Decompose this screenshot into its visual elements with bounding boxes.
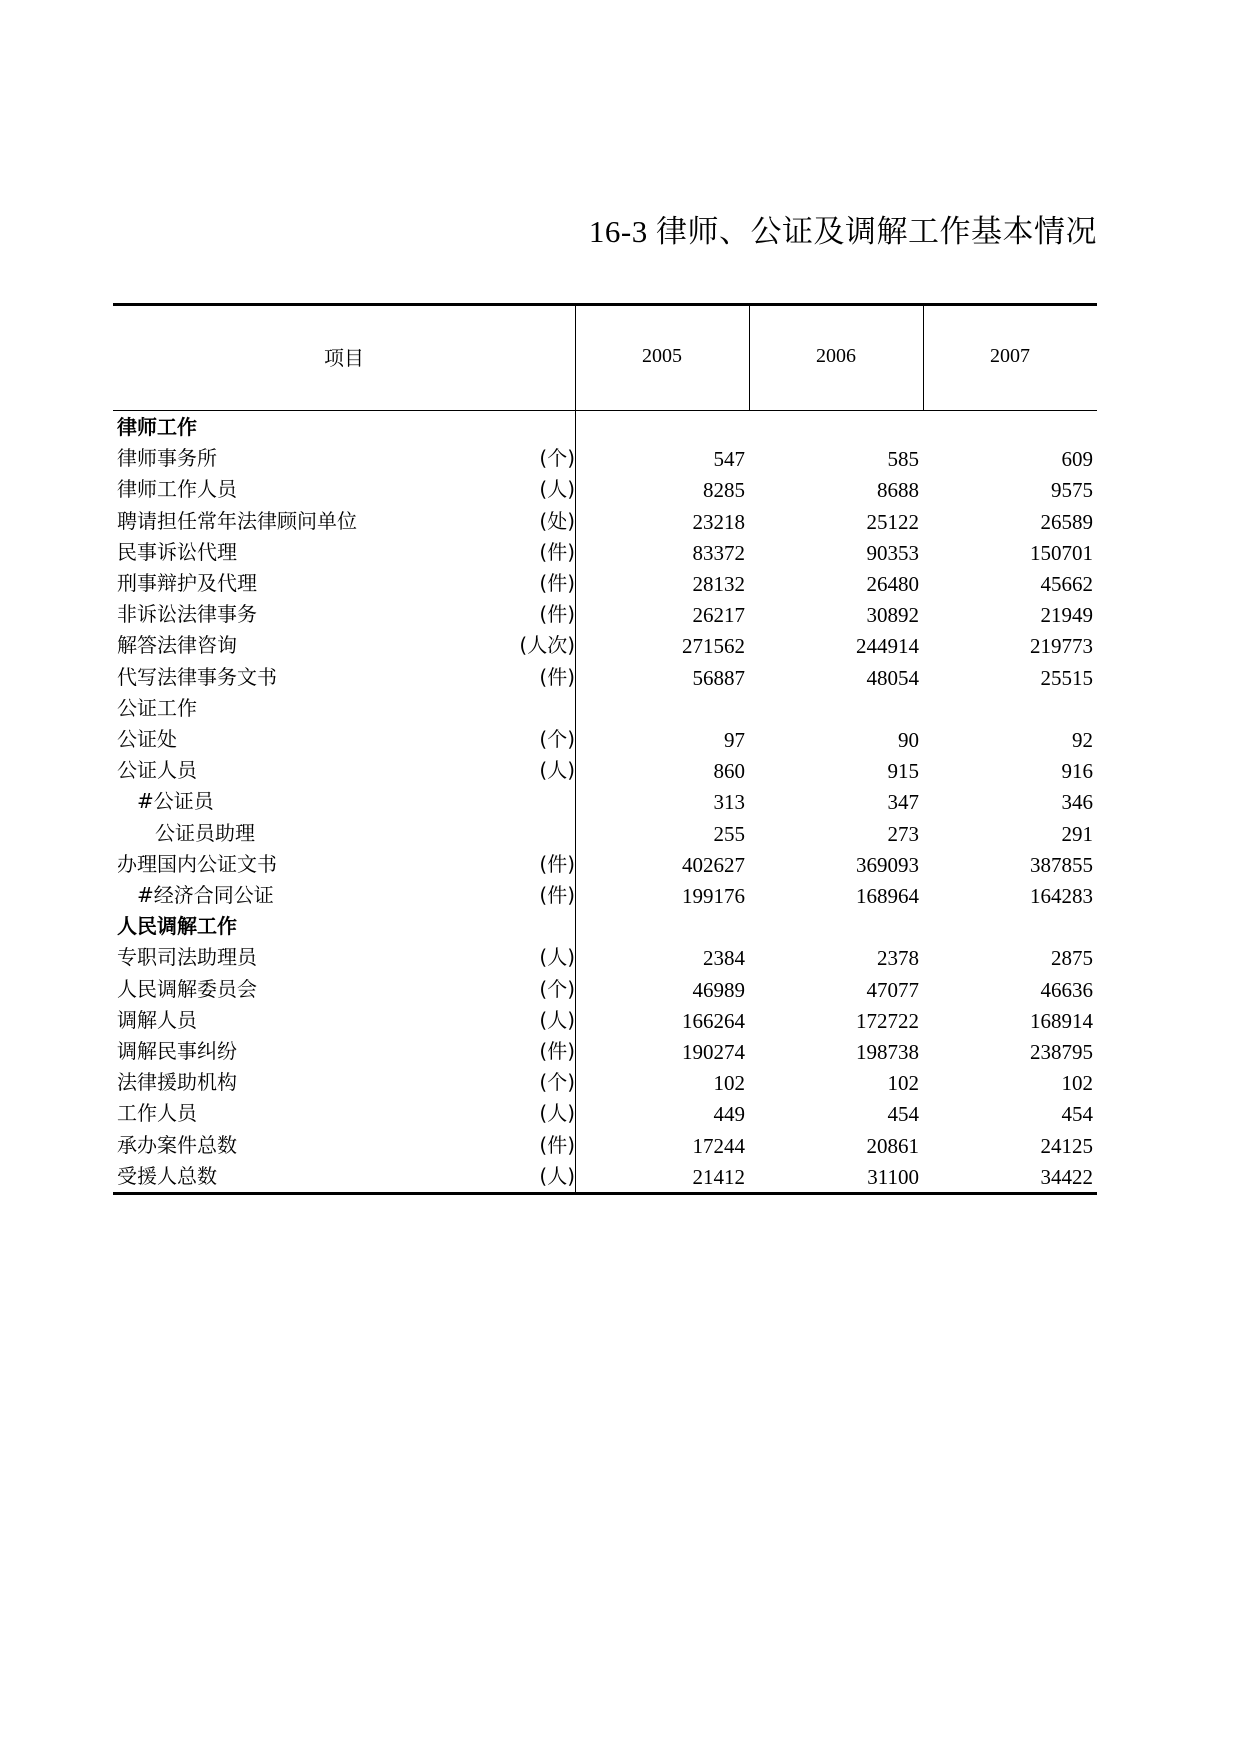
header-item: 项目	[324, 346, 364, 370]
row-value-2006: 198738	[856, 1040, 919, 1064]
row-value-2007: 92	[1072, 728, 1093, 752]
row-value-2005: 26217	[692, 603, 745, 628]
table-row	[113, 1005, 1097, 1036]
table-row	[113, 693, 1097, 724]
row-value-2005: 313	[713, 790, 745, 815]
table-row	[113, 506, 1097, 537]
row-value-2005: 8285	[703, 478, 745, 503]
table-row	[113, 412, 1097, 443]
row-unit	[495, 412, 575, 443]
row-value-2007: 454	[1061, 1102, 1093, 1127]
header-bottom-rule	[113, 410, 1097, 411]
row-unit: (个)	[539, 446, 575, 471]
row-value-2006: 369093	[856, 852, 919, 877]
row-label: 民事诉讼代理	[117, 539, 237, 564]
table-row	[113, 630, 1097, 661]
table-row	[113, 537, 1097, 568]
row-value-2007: 168914	[1030, 1008, 1093, 1033]
row-value-2005: 56887	[692, 665, 745, 690]
row-value-2006: 20861	[866, 1133, 919, 1158]
row-value-2005: 255	[713, 821, 745, 846]
row-label: 刑事辩护及代理	[117, 571, 257, 595]
table-row	[113, 818, 1097, 849]
table-row	[113, 1130, 1097, 1161]
row-label: 律师工作人员	[117, 477, 237, 502]
row-value-2007: 164283	[1030, 884, 1093, 908]
row-unit: (人)	[539, 1163, 575, 1188]
row-label: 聘请担任常年法律顾问单位	[117, 508, 357, 533]
header-year-2007: 2007	[990, 345, 1030, 367]
row-label: 办理国内公证文书	[117, 851, 277, 876]
column-divider-2005	[749, 306, 750, 410]
row-value-2005: 17244	[692, 1133, 745, 1158]
row-value-2006: 244914	[856, 634, 919, 659]
row-value-2005: 21412	[692, 1164, 745, 1189]
table-row	[113, 974, 1097, 1005]
row-value-2006: 90353	[866, 540, 919, 565]
row-value-2005: 190274	[682, 1040, 745, 1064]
row-value-2007: 21949	[1040, 603, 1093, 628]
row-unit	[495, 786, 575, 817]
row-unit: (件)	[539, 539, 575, 564]
row-value-2006	[749, 412, 919, 443]
row-unit: (人)	[539, 1101, 575, 1126]
table-row	[113, 942, 1097, 973]
row-label: 代写法律事务文书	[117, 664, 277, 689]
row-label: 公证处	[117, 727, 177, 751]
table-row	[113, 662, 1097, 693]
row-value-2006	[749, 911, 919, 942]
row-value-2006: 168964	[856, 884, 919, 908]
row-value-2007	[923, 693, 1093, 724]
table-row	[113, 1161, 1097, 1192]
table-header	[113, 306, 1097, 410]
row-unit	[495, 693, 575, 724]
row-unit: (人)	[539, 1007, 575, 1032]
row-value-2006: 347	[887, 790, 919, 815]
row-unit: (件)	[539, 1132, 575, 1157]
row-value-2007: 346	[1061, 790, 1093, 815]
row-value-2007: 150701	[1030, 540, 1093, 565]
row-unit: (个)	[539, 976, 575, 1001]
row-value-2005	[575, 412, 745, 443]
row-unit: (个)	[539, 727, 575, 751]
row-unit: (处)	[539, 508, 575, 533]
row-value-2005: 97	[724, 728, 745, 752]
row-label: 律师工作	[117, 415, 197, 439]
row-value-2007: 9575	[1051, 478, 1093, 503]
row-value-2005: 83372	[692, 540, 745, 565]
page-title: 16-3 律师、公证及调解工作基本情况	[588, 214, 1097, 249]
row-value-2006: 585	[887, 447, 919, 472]
row-value-2005: 46989	[692, 977, 745, 1002]
row-value-2006: 172722	[856, 1008, 919, 1033]
row-value-2006: 2378	[877, 946, 919, 971]
row-value-2007: 45662	[1040, 572, 1093, 596]
row-value-2005: 23218	[692, 509, 745, 534]
row-unit: (人)	[539, 477, 575, 502]
row-label: 法律援助机构	[117, 1070, 237, 1095]
row-value-2007: 102	[1061, 1071, 1093, 1096]
row-value-2006: 102	[887, 1071, 919, 1096]
table-row	[113, 849, 1097, 880]
row-label: 工作人员	[117, 1101, 197, 1126]
table-row	[113, 911, 1097, 942]
table-row	[113, 755, 1097, 786]
row-value-2006: 273	[887, 821, 919, 846]
header-year-2006: 2006	[816, 345, 856, 367]
header-year-2005: 2005	[642, 345, 682, 367]
row-label: 受援人总数	[117, 1163, 217, 1188]
row-unit: (件)	[539, 571, 575, 595]
table-row	[113, 474, 1097, 505]
row-value-2005: 449	[713, 1102, 745, 1127]
row-label: 公证员助理	[155, 820, 255, 845]
row-label: 解答法律咨询	[117, 633, 237, 658]
row-unit: (件)	[539, 602, 575, 627]
row-value-2007: 291	[1061, 821, 1093, 846]
table-bottom-rule	[113, 1192, 1097, 1195]
row-value-2007	[923, 911, 1093, 942]
row-value-2005: 2384	[703, 946, 745, 971]
row-value-2006: 25122	[866, 509, 919, 534]
row-unit: (件)	[539, 1039, 575, 1063]
row-unit: (件)	[539, 851, 575, 876]
row-value-2005: 28132	[692, 572, 745, 596]
row-label: 公证工作	[117, 695, 197, 720]
row-label: 人民调解委员会	[117, 976, 257, 1001]
row-value-2006: 30892	[866, 603, 919, 628]
row-value-2006: 48054	[866, 665, 919, 690]
row-unit: (件)	[539, 883, 575, 907]
table-row	[113, 1036, 1097, 1067]
row-value-2005: 402627	[682, 852, 745, 877]
row-value-2006: 31100	[867, 1164, 919, 1189]
row-unit: (人)	[539, 758, 575, 783]
row-value-2007: 2875	[1051, 946, 1093, 971]
row-value-2005	[575, 693, 745, 724]
row-unit: (个)	[539, 1070, 575, 1095]
row-label: 人民调解工作	[117, 914, 237, 939]
row-value-2005	[575, 911, 745, 942]
row-value-2007: 238795	[1030, 1040, 1093, 1064]
table-row	[113, 599, 1097, 630]
row-value-2007: 25515	[1040, 665, 1093, 690]
row-value-2007: 916	[1061, 759, 1093, 784]
row-value-2006	[749, 693, 919, 724]
row-label: 非诉讼法律事务	[117, 602, 257, 627]
table-row	[113, 724, 1097, 755]
row-value-2007: 219773	[1030, 634, 1093, 659]
row-unit: (人次)	[519, 633, 575, 658]
row-value-2005: 547	[713, 447, 745, 472]
row-value-2006: 915	[887, 759, 919, 784]
row-value-2006: 8688	[877, 478, 919, 503]
row-label: 公证人员	[117, 758, 197, 783]
row-value-2006: 90	[898, 728, 919, 752]
row-value-2005: 166264	[682, 1008, 745, 1033]
column-divider-2006	[923, 306, 924, 410]
table-row	[113, 786, 1097, 817]
row-unit: (件)	[539, 664, 575, 689]
row-label: #经济合同公证	[137, 883, 274, 907]
row-value-2005: 102	[713, 1071, 745, 1096]
row-value-2007: 387855	[1030, 852, 1093, 877]
table-row	[113, 1098, 1097, 1129]
row-label: 承办案件总数	[117, 1132, 237, 1157]
row-value-2006: 47077	[866, 977, 919, 1002]
row-value-2007: 609	[1061, 447, 1093, 472]
row-value-2007: 46636	[1040, 977, 1093, 1002]
row-value-2005: 271562	[682, 634, 745, 659]
row-value-2005: 199176	[682, 884, 745, 908]
row-label: 律师事务所	[117, 446, 217, 471]
row-label: 专职司法助理员	[117, 945, 257, 970]
table-row	[113, 568, 1097, 599]
row-value-2007: 34422	[1040, 1164, 1093, 1189]
table-row	[113, 880, 1097, 911]
row-value-2006: 454	[887, 1102, 919, 1127]
row-value-2006: 26480	[866, 572, 919, 596]
row-value-2005: 860	[713, 759, 745, 784]
row-label: #公证员	[137, 789, 214, 814]
row-value-2007: 26589	[1040, 509, 1093, 534]
row-unit	[495, 818, 575, 849]
table-row	[113, 443, 1097, 474]
row-value-2007	[923, 412, 1093, 443]
row-unit	[495, 911, 575, 942]
row-unit: (人)	[539, 945, 575, 970]
table-row	[113, 1067, 1097, 1098]
row-label: 调解民事纠纷	[117, 1039, 237, 1063]
row-value-2007: 24125	[1040, 1133, 1093, 1158]
row-label: 调解人员	[117, 1007, 197, 1032]
